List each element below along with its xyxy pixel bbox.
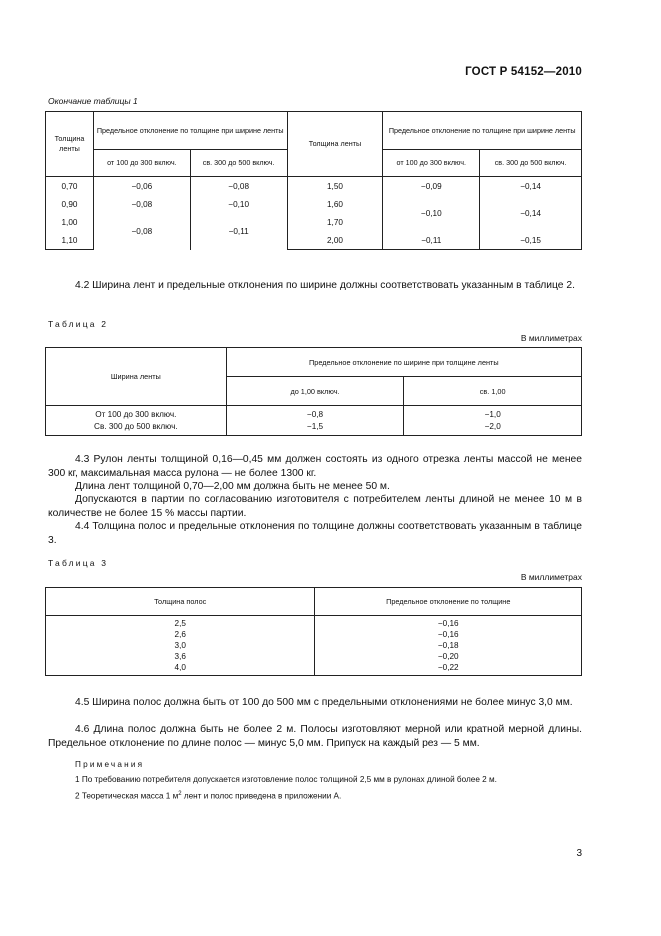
note-1: 1 По требованию потребителя допускается изготовление полос толщиной 2,5 мм в рулонах длиной более 2 м. [75,775,497,784]
table2-row-1-width: От 100 до 300 включ. [95,410,177,419]
table1-caption: Окончание таблицы 1 [48,96,138,106]
document-code: ГОСТ Р 54152—2010 [465,66,582,78]
table1-subheader: от 100 до 300 включ. [93,150,190,177]
table3-cell [46,616,315,676]
table1-subheader: св. 300 до 500 включ. [190,150,287,177]
table2-row-2-b: −2,0 [484,421,501,431]
table1-cell: −0,11 [190,213,287,250]
table3-unit: В миллиметрах [520,572,582,582]
table2-row-1-b: −1,0 [484,410,501,419]
table3-header-deviation: Предельное отклонение по толщине [315,588,582,616]
table1-cell: 0,90 [46,195,94,213]
page-number: 3 [576,848,582,859]
notes [48,757,588,804]
table2-header-width: Ширина ленты [46,348,227,406]
paragraph-4-3-batch: Допускаются в партии по согласованию изготовителя с потребителем ленты длиной не менее 10 м в количестве не более 15 % массы партии. [48,494,582,519]
table2-unit: В миллиметрах [520,333,582,343]
table1-cell: 1,60 [287,195,383,213]
table1-header-thickness-left: Толщина ленты [46,112,94,177]
note-2: 2 Теоретическая масса 1 $м^2$ лент и полос приведена в приложении А. [75,791,342,801]
table1-cell: 2,00 [287,231,383,250]
paragraph-4-4: 4.4 Толщина полос и предельные отклонения по толщине должны соответствовать указанным в таблице 3. [48,521,582,546]
table1-header-thickness-right: Толщина ленты [287,112,383,177]
paragraph-4-3-length: Длина лент толщиной 0,70—2,00 мм должна быть не менее 50 м. [75,481,390,492]
table3-thickness: 2,6 [174,630,186,639]
table1-cell: −0,06 [93,177,190,196]
table1-cell: 1,50 [287,177,383,196]
table2-row-2-width: Св. 300 до 500 включ. [94,421,178,431]
table2 [45,347,582,436]
table1-header-deviation-right: Предельное отклонение по толщине при ширине ленты [383,112,582,150]
table1-cell: −0,08 [93,213,190,250]
table2-cell [46,406,227,436]
notes-title: Примечания [75,760,145,769]
paragraph-4-5: 4.5 Ширина полос должна быть от 100 до 500 мм с предельными отклонениями не более минус 3,0 мм. [75,697,573,708]
table2-subheader: до 1,00 включ. [226,377,404,406]
table3-deviation: −0,16 [437,630,459,639]
table3-thickness: 2,5 [174,619,186,628]
table3-header-thickness: Толщина полос [46,588,315,616]
table1-cell: 0,70 [46,177,94,196]
table1-cell: 1,00 [46,213,94,231]
table3-thickness: 3,0 [174,641,186,650]
table1-cell: −0,10 [190,195,287,213]
table3-caption: Таблица 3 [48,558,109,568]
table1-header-deviation-left: Предельное отклонение по толщине при ширине ленты [93,112,287,150]
table3-thickness: 3,6 [174,652,186,661]
table2-caption: Таблица 2 [48,319,109,329]
table1-cell: −0,14 [480,177,582,196]
table2-cell [404,406,582,436]
table3-deviation: −0,16 [437,619,459,628]
paragraph-4-3: 4.3 Рулон ленты толщиной 0,16—0,45 мм должен состоять из одного отрезка ленты массой не менее 300 кг, максимальная масса рулона — не более 1300 кг. [48,454,582,479]
table1-cell: 1,10 [46,231,94,250]
table2-row-2-a: −1,5 [306,421,324,431]
paragraph-4-2: 4.2 Ширина лент и предельные отклонения по ширине должны соответствовать указанным в таблице 2. [75,280,575,291]
table1 [45,111,582,250]
table1-cell: −0,14 [480,195,582,231]
table2-row-1-a: −0,8 [306,410,324,419]
table1-cell: 1,70 [287,213,383,231]
table3-deviation: −0,22 [437,663,459,672]
table2-subheader: св. 1,00 [404,377,582,406]
table2-cell [226,406,404,436]
table1-cell: −0,11 [383,231,480,250]
table1-cell: −0,08 [190,177,287,196]
table1-subheader: от 100 до 300 включ. [383,150,480,177]
table3-cell [315,616,582,676]
paragraph-4-6: 4.6 Длина полос должна быть не более 2 м. Полосы изготовляют мерной или кратной мерной длины. Предельное отклонение по длине полос — минус 5,0 мм. Припуск на каждый рез — 5 мм. [48,724,582,749]
table1-cell: −0,10 [383,195,480,231]
table3 [45,587,582,676]
table1-cell: −0,15 [480,231,582,250]
table1-cell: −0,09 [383,177,480,196]
table3-deviation: −0,18 [437,641,459,650]
table3-deviation: −0,20 [437,652,459,661]
table3-thickness: 4,0 [174,663,186,672]
table1-cell: −0,08 [93,195,190,213]
table1-subheader: св. 300 до 500 включ. [480,150,582,177]
table2-header-deviation: Предельное отклонение по ширине при толщине ленты [226,348,581,377]
